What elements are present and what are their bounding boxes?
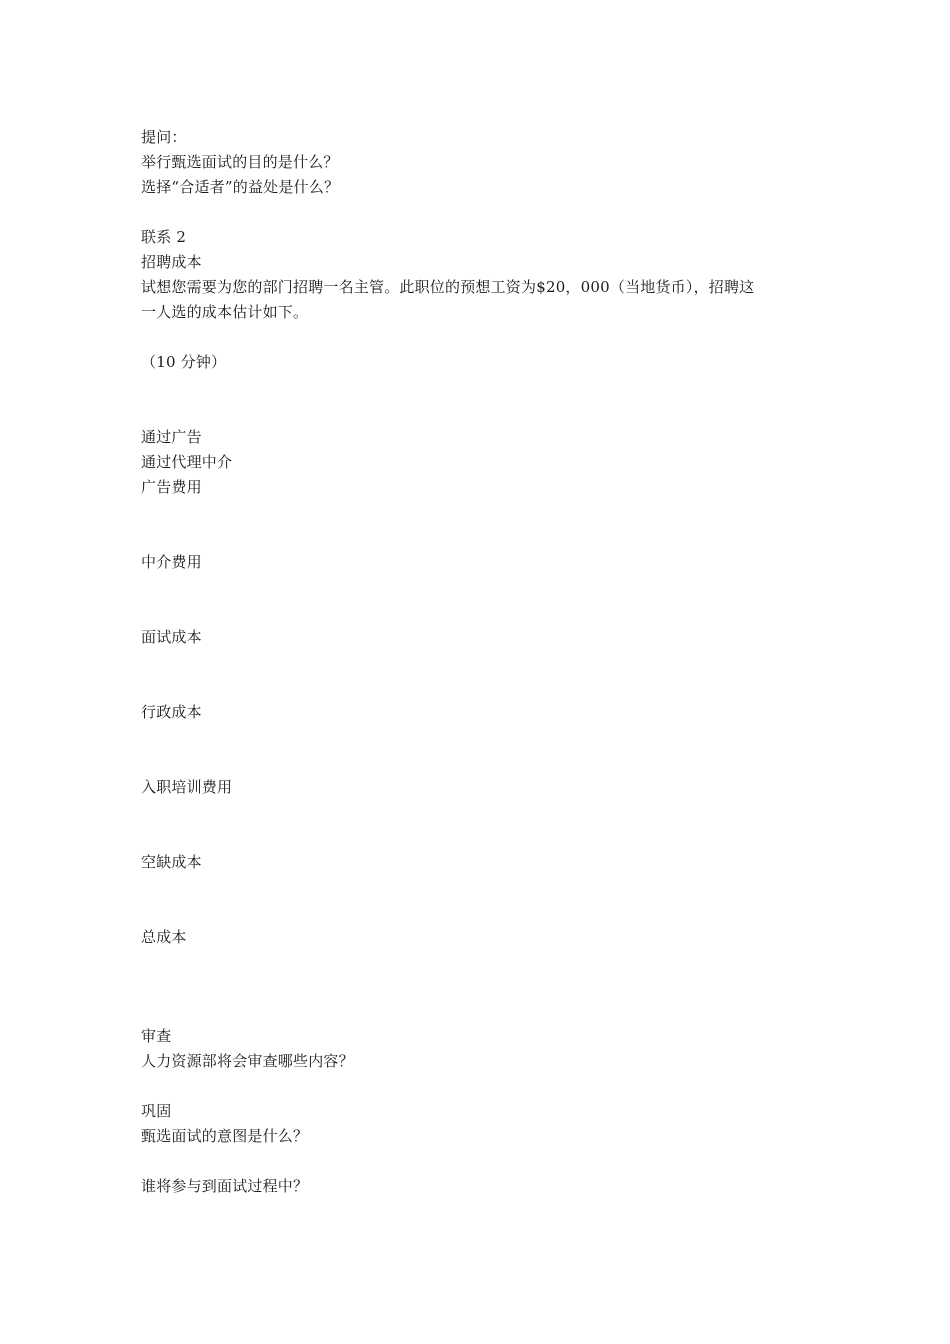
cost-interview: 面试成本 (141, 628, 202, 646)
exercise-title: 联系 2 (141, 228, 187, 246)
consolidate-question-1: 甄选面试的意图是什么？ (141, 1127, 309, 1145)
cost-ad-fee: 广告费用 (141, 478, 202, 496)
consolidate-heading: 巩固 (141, 1102, 172, 1120)
cost-via-agency: 通过代理中介 (141, 453, 233, 471)
review-heading: 审查 (141, 1027, 172, 1045)
exercise-text-line-2: 一人选的成本估计如下。 (141, 303, 309, 321)
cost-via-ads: 通过广告 (141, 428, 202, 446)
exercise-duration: （10 分钟） (141, 353, 227, 371)
cost-admin: 行政成本 (141, 703, 202, 721)
cost-onboarding: 入职培训费用 (141, 778, 233, 796)
consolidate-question-2: 谁将参与到面试过程中？ (141, 1177, 309, 1195)
question-2: 选择“合适者”的益处是什么？ (141, 178, 340, 196)
questions-heading: 提问： (141, 128, 187, 146)
cost-agency-fee: 中介费用 (141, 553, 202, 571)
question-1: 举行甄选面试的目的是什么？ (141, 153, 339, 171)
cost-vacancy: 空缺成本 (141, 853, 202, 871)
exercise-text-line-1: 试想您需要为您的部门招聘一名主管。此职位的预想工资为$20，000（当地货币），招聘这 (141, 278, 755, 296)
exercise-subtitle: 招聘成本 (141, 253, 202, 271)
cost-total: 总成本 (141, 928, 187, 946)
review-question: 人力资源部将会审查哪些内容？ (141, 1052, 354, 1070)
